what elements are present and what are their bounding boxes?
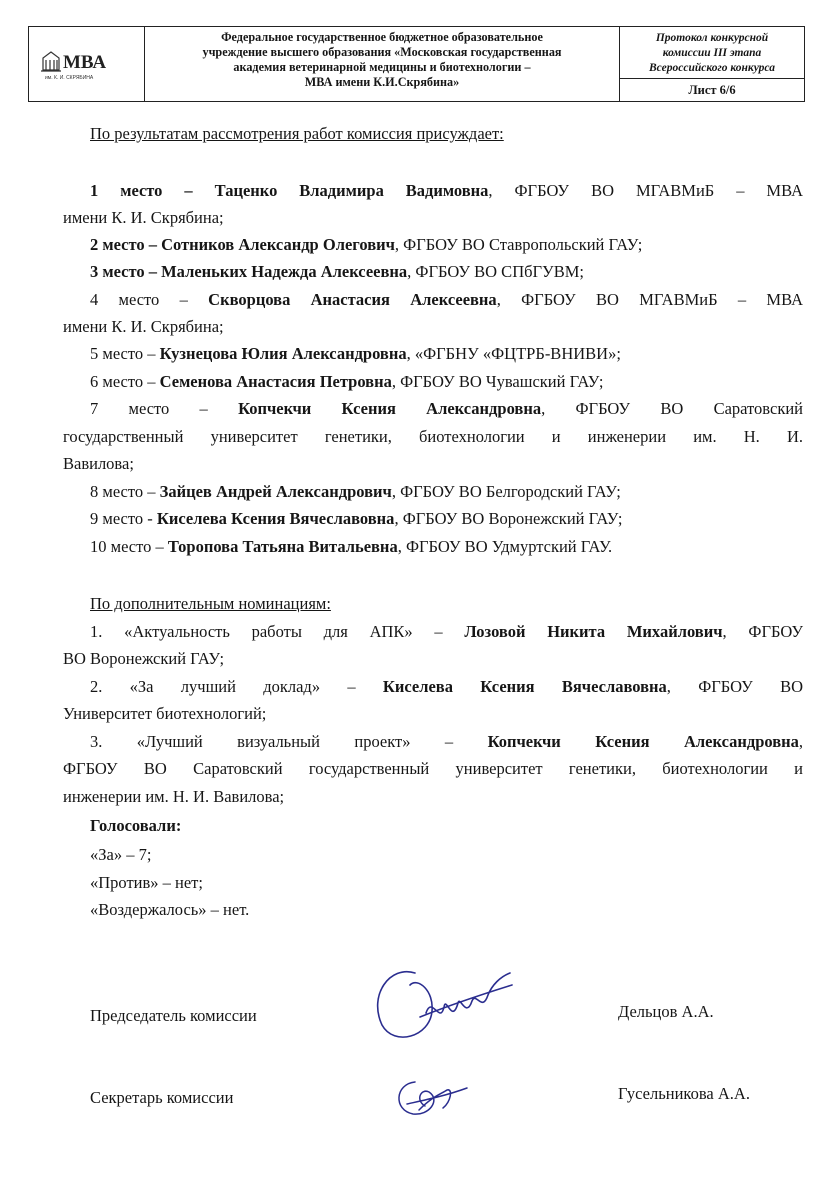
nomination-1	[63, 622, 803, 642]
place-label: 1 место –	[90, 181, 215, 200]
vote-for: «За» – 7;	[90, 845, 152, 864]
winner-org: , «ФГБНУ «ФЦТРБ-ВНИВИ»;	[406, 344, 621, 363]
place-6	[90, 372, 603, 392]
place-2	[90, 235, 642, 255]
winner-org: , ФГБОУ ВО Ставропольский ГАУ;	[394, 235, 643, 254]
place-9	[90, 509, 622, 529]
org-line: учреждение высшего образования «Московская государственная	[202, 45, 562, 59]
winner-org: , ФГБОУ ВО МГАВМиБ – МВА	[488, 181, 803, 200]
place-7-cont2: Вавилова;	[63, 454, 134, 473]
intro-text: По результатам рассмотрения работ комиссия присуждает:	[90, 124, 504, 143]
place-label: 10 место –	[90, 537, 168, 556]
nominee-org: , ФГБОУ	[722, 622, 804, 641]
nomination-1-cont: ВО Воронежский ГАУ;	[63, 649, 225, 668]
place-label: 9 место -	[90, 509, 157, 528]
mva-logo-icon	[37, 46, 137, 82]
winner-org: , ФГБОУ ВО Воронежский ГАУ;	[394, 509, 623, 528]
winner-org: , ФГБОУ ВО Белгородский ГАУ;	[391, 482, 621, 501]
winner-name: Скворцова Анастасия Алексеевна	[208, 290, 497, 309]
protocol-line: комиссии III этапа	[662, 47, 762, 59]
logo	[29, 27, 145, 101]
nominee-org: ,	[798, 732, 804, 751]
winner-name: Маленьких Надежда Алексеевна	[161, 262, 408, 281]
secretary-label: Секретарь комиссии	[90, 1088, 234, 1107]
place-7-cont: государственный университет генетики, биотехнологии и инженерии им. Н. И.	[63, 427, 803, 446]
winner-name: Таценко Владимира Вадимовна	[214, 181, 489, 200]
chair-name: Дельцов А.А.	[618, 1002, 714, 1021]
nomination-3-cont2: инженерии им. Н. И. Вавилова;	[63, 787, 285, 806]
winner-name: Торопова Татьяна Витальевна	[167, 537, 398, 556]
place-10	[90, 537, 612, 557]
place-5	[90, 344, 621, 364]
place-label: 2 место –	[90, 235, 162, 254]
nomination-label: 2. «За лучший доклад» –	[90, 677, 383, 696]
nomination-3-cont: ФГБОУ ВО Саратовский государственный университет генетики, биотехнологии и	[63, 759, 803, 778]
organization-name	[145, 27, 620, 101]
org-line: Федеральное государственное бюджетное образовательное	[221, 30, 543, 44]
nomination-label: 3. «Лучший визуальный проект» –	[90, 732, 488, 751]
place-label: 8 место –	[90, 482, 160, 501]
winner-org: , ФГБОУ ВО МГАВМиБ – МВА	[496, 290, 803, 309]
winner-name: Кузнецова Юлия Александровна	[159, 344, 407, 363]
nomination-2	[63, 677, 803, 697]
place-4-cont: имени К. И. Скрябина;	[63, 317, 224, 336]
protocol-line: Всероссийского конкурса	[649, 62, 775, 74]
place-3	[90, 262, 584, 282]
secretary-signature-icon	[385, 1070, 475, 1130]
sheet-number: Лист 6/6	[688, 82, 736, 97]
vote-title: Голосовали:	[90, 816, 182, 835]
protocol-title	[620, 27, 804, 79]
protocol-line: Протокол конкурсной	[655, 32, 769, 44]
place-label: 6 место –	[90, 372, 160, 391]
place-label: 5 место –	[90, 344, 160, 363]
winner-org: , ФГБОУ ВО Удмуртский ГАУ.	[397, 537, 613, 556]
winner-name: Киселева Ксения Вячеславовна	[156, 509, 395, 528]
place-1	[63, 181, 803, 201]
nominee-org: , ФГБОУ ВО	[666, 677, 804, 696]
nomination-label: 1. «Актуальность работы для АПК» –	[90, 622, 465, 641]
nominee-name: Копчекчи Ксения Александровна	[487, 732, 799, 751]
place-label: 7 место –	[90, 399, 239, 418]
place-7	[63, 399, 803, 419]
chair-signature-icon	[360, 955, 520, 1055]
secretary-name: Гусельникова А.А.	[618, 1084, 750, 1103]
winner-name: Семенова Анастасия Петровна	[159, 372, 392, 391]
document-header	[28, 26, 805, 102]
winner-org: , ФГБОУ ВО Саратовский	[541, 399, 803, 418]
winner-name: Зайцев Андрей Александрович	[159, 482, 392, 501]
nominee-name: Киселева Ксения Вячеславовна	[382, 677, 667, 696]
org-line: академия ветеринарной медицины и биотехнологии –	[233, 60, 531, 74]
place-1-cont: имени К. И. Скрябина;	[63, 208, 224, 227]
winner-name: Копчекчи Ксения Александровна	[238, 399, 542, 418]
vote-against: «Против» – нет;	[90, 873, 203, 892]
winner-name: Сотников Александр Олегович	[161, 235, 395, 254]
nominee-name: Лозовой Никита Михайлович	[464, 622, 723, 641]
svg-text:им. К. И. СКРЯБИНА: им. К. И. СКРЯБИНА	[44, 75, 93, 81]
place-4	[63, 290, 803, 310]
nominations-title: По дополнительным номинациям:	[90, 594, 331, 613]
nomination-2-cont: Университет биотехнологий;	[63, 704, 267, 723]
place-8	[90, 482, 621, 502]
nomination-3	[63, 732, 803, 752]
winner-org: , ФГБОУ ВО СПбГУВМ;	[407, 262, 584, 281]
place-label: 3 место –	[90, 262, 162, 281]
chair-label: Председатель комиссии	[90, 1006, 257, 1025]
svg-text:МВА: МВА	[62, 52, 106, 73]
org-line: МВА имени К.И.Скрябина»	[304, 75, 460, 89]
place-label: 4 место –	[90, 290, 209, 309]
winner-org: , ФГБОУ ВО Чувашский ГАУ;	[391, 372, 604, 391]
vote-abstain: «Воздержалось» – нет.	[90, 900, 250, 919]
